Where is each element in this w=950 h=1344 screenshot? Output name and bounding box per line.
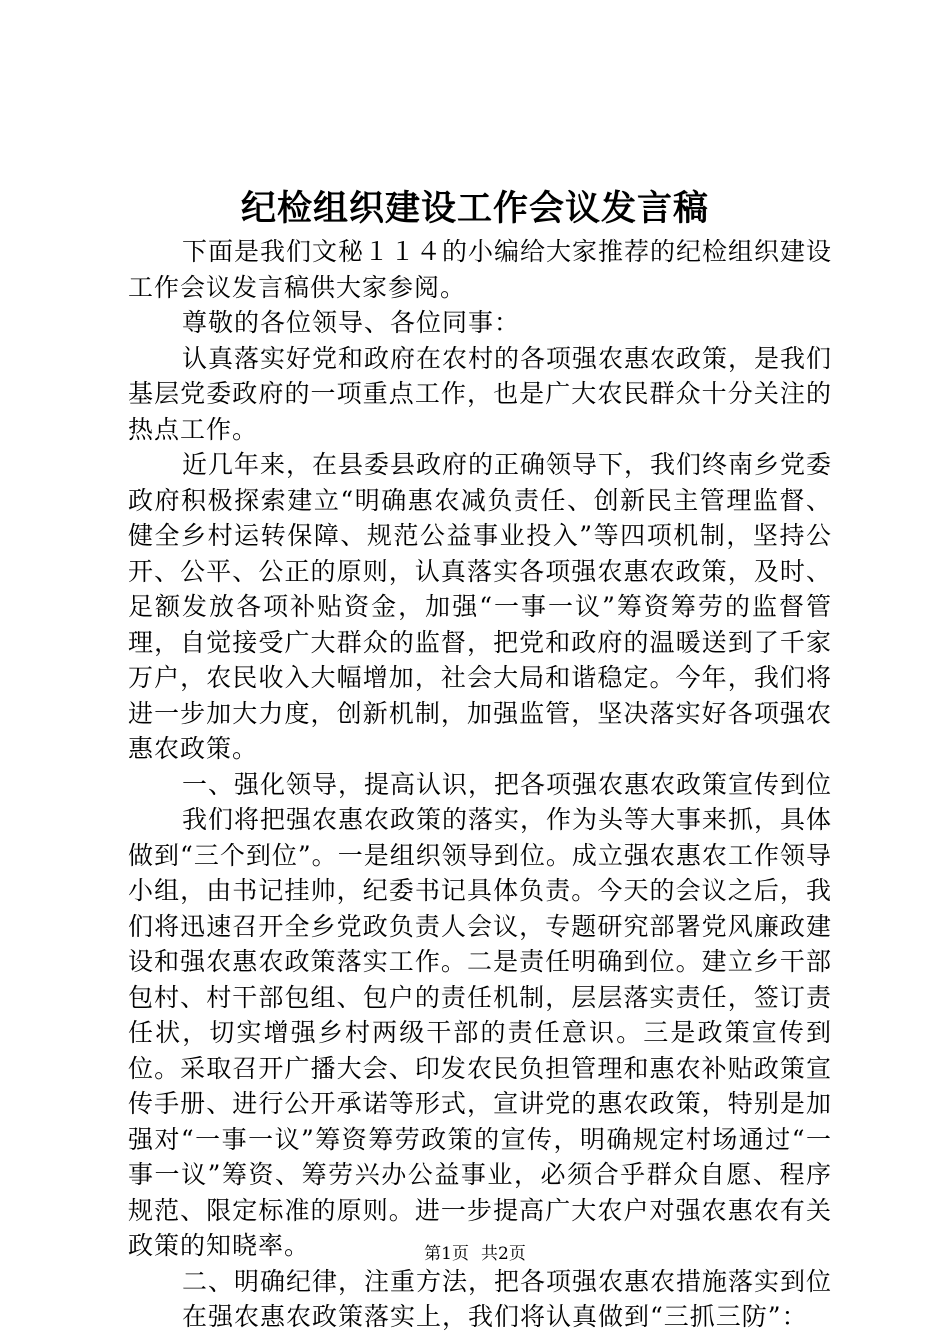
section-heading: 二、明确纪律，注重方法，把各项强农惠农措施落实到位	[182, 1266, 833, 1296]
paragraph: 我们将把强农惠农政策的落实，作为头等大事来抓，具体做到“三个到位”。一是组织领导到位。成立强农惠农工作领导小组，由书记挂帅，纪委书记具体负责。今天的会议之后，我们将迅速召开全乡党政负责人会议，专题研究部署党风廉政建设和强农惠农政策落实工作。二是责任明确到位。建立乡干部包村、村干部包组、包户的责任机制，层层落实责任，签订责任状，切实增强乡村两级干部的责任意识。三是政策宣传到位。采取召开广播大会、印发农民负担管理和惠农补贴政策宣传手册、进行公开承诺等形式，宣讲党的惠农政策，特别是加强对“一事一议”筹资筹劳政策的宣传，明确规定村场通过“一事一议”筹资、筹劳兴办公益事业，必须合乎群众自愿、程序规范、限定标准的原则。进一步提高广大农户对强农惠农有关政策的知晓率。	[128, 805, 833, 1260]
paragraph: 尊敬的各位领导、各位同事：	[182, 308, 521, 337]
page-footer	[0, 1242, 950, 1266]
section-heading: 一、强化领导，提高认识，把各项强农惠农政策宣传到位	[182, 769, 833, 799]
page-number: 第1页	[424, 1244, 469, 1264]
paragraph: 近几年来，在县委县政府的正确领导下，我们终南乡党委政府积极探索建立“明确惠农减负责任、创新民主管理监督、健全乡村运转保障、规范公益事业投入”等四项机制，坚持公开、公平、公正的原则，认真落实各项强农惠农政策，及时、足额发放各项补贴资金，加强“一事一议”筹资筹劳的监督管理，自觉接受广大群众的监督，把党和政府的温暖送到了千家万户，农民收入大幅增加，社会大局和谐稳定。今年，我们将进一步加大力度，创新机制，加强监管，坚决落实好各项强农惠农政策。	[128, 450, 833, 763]
document-title: 纪检组织建设工作会议发言稿	[240, 188, 709, 229]
paragraph: 下面是我们文秘１１４的小编给大家推荐的纪检组织建设工作会议发言稿供大家参阅。	[128, 237, 833, 302]
page-total: 共2页	[481, 1244, 526, 1264]
paragraph: 在强农惠农政策落实上，我们将认真做到“三抓三防”：	[182, 1302, 808, 1331]
paragraph: 认真落实好党和政府在农村的各项强农惠农政策，是我们基层党委政府的一项重点工作，也是广大农民群众十分关注的热点工作。	[128, 343, 833, 444]
document-body	[128, 234, 832, 1335]
